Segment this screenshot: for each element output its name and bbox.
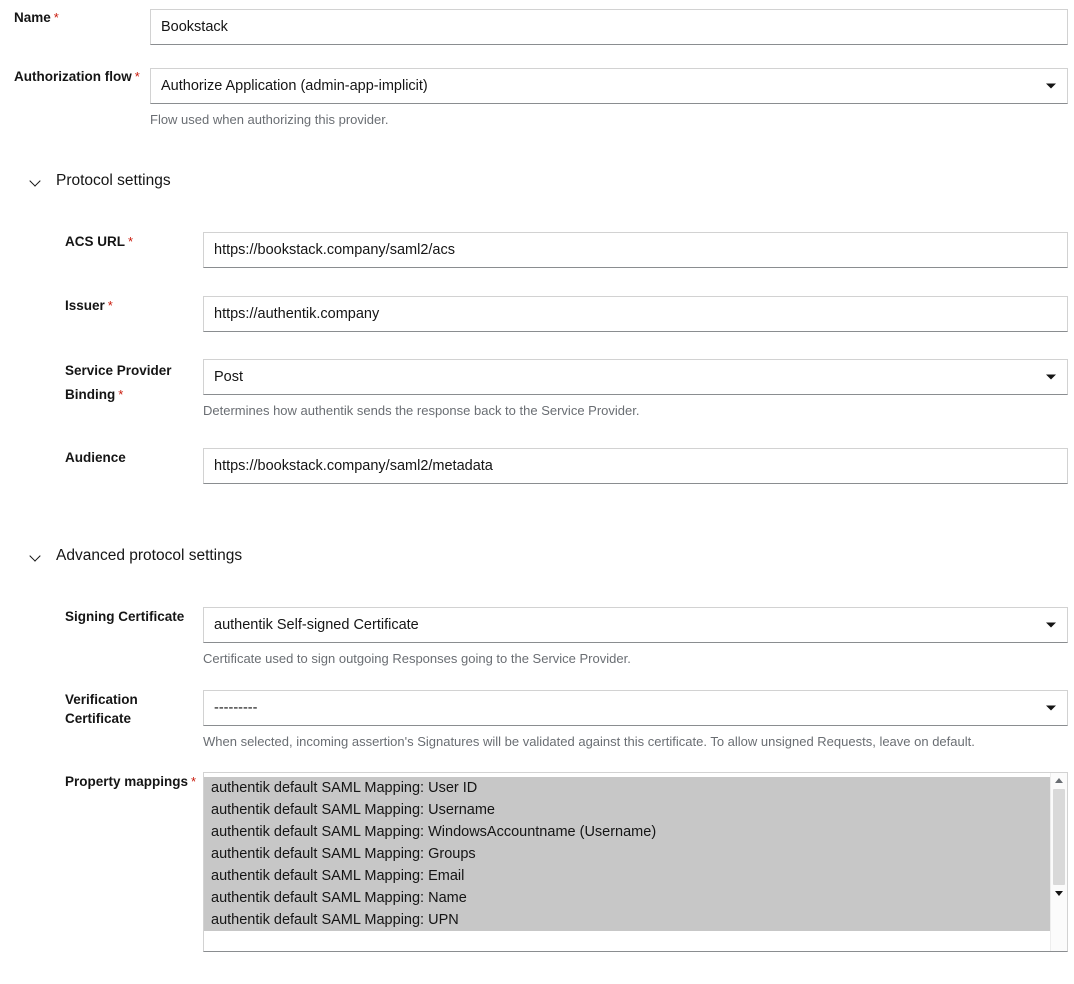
issuer-required-marker: * bbox=[107, 298, 113, 313]
audience-label bbox=[0, 448, 203, 467]
signing-certificate-field-wrap bbox=[203, 607, 1074, 667]
issuer-label-text: Issuer bbox=[65, 298, 105, 313]
verification-certificate-helper: When selected, incoming assertion's Signatures will be validated against this certificate. To allow unsigned Requests, leave on default. bbox=[203, 734, 975, 749]
verification-certificate-value: --------- bbox=[214, 700, 258, 716]
caret-down-icon bbox=[1046, 375, 1056, 380]
audience-label-text: Audience bbox=[65, 450, 126, 465]
list-item[interactable]: authentik default SAML Mapping: Email bbox=[204, 865, 1051, 887]
signing-certificate-select[interactable] bbox=[203, 607, 1068, 643]
list-item[interactable]: authentik default SAML Mapping: UPN bbox=[204, 909, 1051, 931]
authorization-flow-value: Authorize Application (admin-app-implicit) bbox=[161, 78, 428, 94]
list-item[interactable]: authentik default SAML Mapping: Username bbox=[204, 799, 1051, 821]
signing-certificate-label bbox=[0, 607, 203, 626]
property-mappings-listbox[interactable] bbox=[203, 772, 1068, 952]
field-row-signing-certificate bbox=[0, 607, 1074, 667]
signing-certificate-helper: Certificate used to sign outgoing Responses going to the Service Provider. bbox=[203, 651, 631, 666]
sp-binding-field-wrap bbox=[203, 359, 1074, 419]
sp-binding-select[interactable] bbox=[203, 359, 1068, 395]
authorization-flow-select[interactable] bbox=[150, 68, 1068, 104]
list-item[interactable]: authentik default SAML Mapping: User ID bbox=[204, 777, 1051, 799]
sp-binding-value: Post bbox=[214, 369, 244, 385]
sp-binding-helper: Determines how authentik sends the response back to the Service Provider. bbox=[203, 403, 640, 418]
sp-binding-label bbox=[0, 359, 203, 407]
scrollbar-thumb[interactable] bbox=[1053, 789, 1065, 885]
name-field-wrap bbox=[150, 9, 1074, 45]
authorization-flow-label bbox=[0, 68, 150, 86]
acs-url-label-text: ACS URL bbox=[65, 234, 125, 249]
issuer-input[interactable]: https://authentik.company bbox=[203, 296, 1068, 332]
authorization-flow-helper: Flow used when authorizing this provider. bbox=[150, 112, 389, 127]
property-mappings-field-wrap bbox=[203, 772, 1074, 952]
name-required-marker: * bbox=[53, 10, 59, 25]
field-row-acs-url bbox=[0, 232, 1074, 268]
audience-field-wrap bbox=[203, 448, 1074, 484]
acs-url-label bbox=[0, 232, 203, 251]
acs-url-required-marker: * bbox=[128, 234, 134, 249]
signing-certificate-label-text: Signing Certificate bbox=[65, 609, 185, 624]
issuer-field-wrap bbox=[203, 296, 1074, 332]
verification-certificate-label bbox=[0, 690, 203, 728]
list-item[interactable]: authentik default SAML Mapping: Groups bbox=[204, 843, 1051, 865]
property-mappings-label-text: Property mappings bbox=[65, 774, 189, 789]
sp-binding-required-marker: * bbox=[118, 387, 124, 402]
caret-down-icon bbox=[1046, 84, 1056, 89]
sp-binding-label-text: Service Provider Binding bbox=[65, 363, 172, 402]
verification-certificate-label-text: Verification Certificate bbox=[65, 692, 138, 726]
caret-down-icon bbox=[1046, 706, 1056, 711]
list-item[interactable]: authentik default SAML Mapping: Name bbox=[204, 887, 1051, 909]
property-mappings-label bbox=[0, 772, 203, 791]
list-item[interactable]: authentik default SAML Mapping: WindowsAccountname (Username) bbox=[204, 821, 1051, 843]
advanced-protocol-settings-title: Advanced protocol settings bbox=[56, 547, 243, 564]
provider-edit-form bbox=[0, 9, 1074, 984]
scroll-down-arrow-icon[interactable] bbox=[1055, 891, 1063, 896]
protocol-settings-title: Protocol settings bbox=[56, 172, 171, 189]
acs-url-input[interactable]: https://bookstack.company/saml2/acs bbox=[203, 232, 1068, 268]
authorization-flow-required-marker: * bbox=[134, 69, 140, 84]
audience-input[interactable]: https://bookstack.company/saml2/metadata bbox=[203, 448, 1068, 484]
field-row-verification-certificate bbox=[0, 690, 1074, 750]
property-mappings-options bbox=[204, 773, 1051, 951]
section-protocol-settings[interactable] bbox=[0, 172, 1074, 190]
authorization-flow-field-wrap bbox=[150, 68, 1074, 128]
property-mappings-scrollbar[interactable] bbox=[1050, 773, 1067, 951]
section-advanced-protocol-settings[interactable] bbox=[0, 547, 1074, 565]
field-row-issuer bbox=[0, 296, 1074, 332]
property-mappings-required-marker: * bbox=[191, 774, 197, 789]
issuer-label bbox=[0, 296, 203, 315]
chevron-down-icon bbox=[30, 549, 44, 563]
scroll-up-arrow-icon[interactable] bbox=[1055, 778, 1063, 783]
field-row-name bbox=[0, 9, 1074, 45]
field-row-property-mappings bbox=[0, 772, 1074, 952]
verification-certificate-select[interactable] bbox=[203, 690, 1068, 726]
signing-certificate-value: authentik Self-signed Certificate bbox=[214, 617, 419, 633]
name-label-text: Name bbox=[14, 10, 51, 25]
field-row-audience bbox=[0, 448, 1074, 484]
name-label bbox=[0, 9, 150, 27]
acs-url-field-wrap bbox=[203, 232, 1074, 268]
field-row-sp-binding bbox=[0, 359, 1074, 419]
name-input[interactable]: Bookstack bbox=[150, 9, 1068, 45]
field-row-authorization-flow bbox=[0, 68, 1074, 128]
caret-down-icon bbox=[1046, 623, 1056, 628]
chevron-down-icon bbox=[30, 174, 44, 188]
authorization-flow-label-text: Authorization flow bbox=[14, 69, 132, 84]
verification-certificate-field-wrap bbox=[203, 690, 1074, 750]
